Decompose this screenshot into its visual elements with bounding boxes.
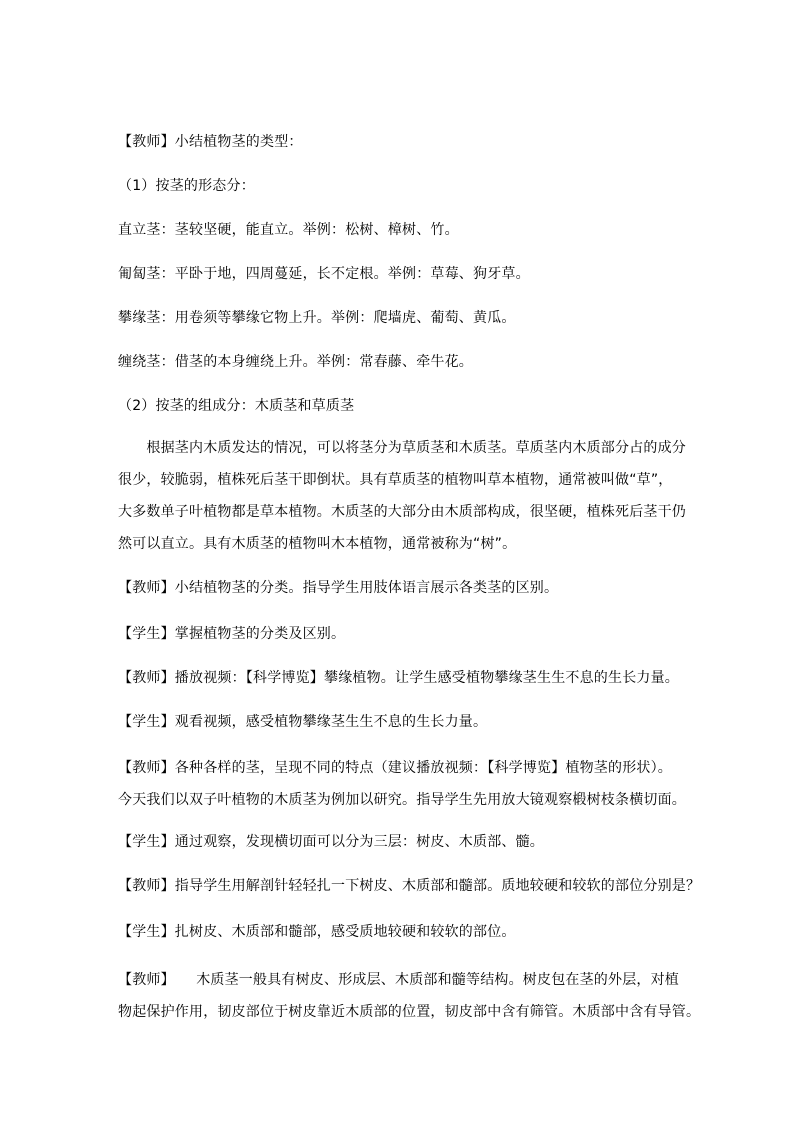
paragraph-line: 很少，较脆弱，植株死后茎干即倒状。具有草质茎的植物叫草本植物，通常被叫做“草”， [118,472,673,488]
student-observe-cross-section: 【学生】通过观察，发现横切面可以分为三层：树皮、木质部、髓。 [118,834,544,850]
paragraph-line: 【教师】 木质茎一般具有树皮、形成层、木质部和髓等结构。树皮包在茎的外层，对植 [118,972,679,988]
section-by-composition-heading: （2）按茎的组成分：木质茎和草质茎 [118,398,355,414]
teacher-dissect-instruction: 【教师】指导学生用解剖针轻轻扎一下树皮、木质部和髓部。质地较硬和较软的部位分别是？ [118,878,701,894]
student-dissect-response: 【学生】扎树皮、木质部和髓部，感受质地较硬和较软的部位。 [118,924,516,940]
paragraph-line: 【教师】各种各样的茎，呈现不同的特点（建议播放视频：【科学博览】植物茎的形状）。 [118,760,672,776]
paragraph-line: 物起保护作用，韧皮部位于树皮靠近木质部的位置，韧皮部中含有筛管。木质部中含有导管。 [118,1004,701,1020]
twining-stem-line: 缠绕茎：借茎的本身缠绕上升。举例：常春藤、牵牛花。 [118,354,473,370]
teacher-play-video: 【教师】播放视频：【科学博览】攀缘植物。让学生感受植物攀缘茎生生不息的生长力量。 [118,670,679,686]
woody-herbaceous-paragraph [118,438,686,566]
creeping-stem-line: 匍匐茎：平卧于地，四周蔓延，长不定根。举例：草莓、狗牙草。 [118,266,530,282]
paragraph-line: 然可以直立。具有木质茎的植物叫木本植物，通常被称为“树”。 [118,536,517,552]
erect-stem-line: 直立茎：茎较坚硬，能直立。举例：松树、樟树、竹。 [118,222,459,238]
teacher-stem-features-paragraph [118,758,686,822]
student-master-classification: 【学生】掌握植物茎的分类及区别。 [118,626,346,642]
teacher-summary-classification: 【教师】小结植物茎的分类。指导学生用肢体语言展示各类茎的区别。 [118,580,559,596]
section-by-form-heading: （1）按茎的形态分： [118,178,255,194]
teacher-woody-stem-structure-paragraph [118,970,701,1034]
paragraph-line: 大多数单子叶植物都是草本植物。木质茎的大部分由木质部构成，很坚硬，植株死后茎干仍 [118,504,686,520]
climbing-stem-line: 攀缘茎：用卷须等攀缘它物上升。举例：爬墙虎、葡萄、黄瓜。 [118,310,516,326]
paragraph-line: 根据茎内木质发达的情况，可以将茎分为草质茎和木质茎。草质茎内木质部分占的成分 [118,440,686,456]
student-watch-video: 【学生】观看视频，感受植物攀缘茎生生不息的生长力量。 [118,714,488,730]
teacher-summary-stem-types: 【教师】小结植物茎的类型： [118,134,303,150]
paragraph-line: 今天我们以双子叶植物的木质茎为例加以研究。指导学生先用放大镜观察椴树枝条横切面。 [118,792,686,808]
